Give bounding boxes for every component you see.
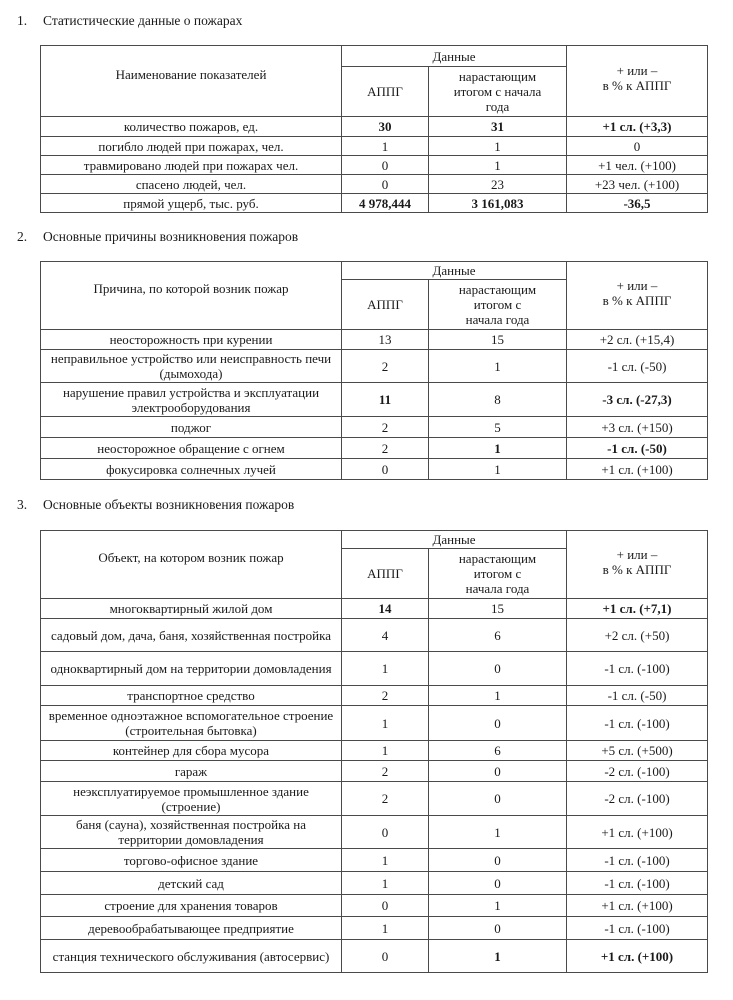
- table-row: [41, 706, 708, 741]
- table-row: [41, 940, 708, 973]
- section-1-heading: [17, 13, 242, 29]
- section-title: Статистические данные о пожарах: [43, 13, 243, 28]
- row-cumulative: 0: [429, 761, 567, 782]
- row-change: +2 сл. (+15,4): [567, 330, 708, 350]
- header-change-col: + или – в % к АППГ: [567, 531, 708, 599]
- row-cumulative: 1: [429, 816, 567, 849]
- row-name: поджог: [41, 417, 342, 438]
- row-cumulative: 1: [429, 350, 567, 383]
- row-change: +2 сл. (+50): [567, 619, 708, 652]
- row-change: +5 сл. (+500): [567, 741, 708, 761]
- row-appg: 2: [342, 761, 429, 782]
- row-name: фокусировка солнечных лучей: [41, 459, 342, 480]
- row-change: +23 чел. (+100): [567, 175, 708, 194]
- row-change: 0: [567, 137, 708, 156]
- table-header-row: [41, 46, 708, 67]
- row-change: +3 сл. (+150): [567, 417, 708, 438]
- table-row: [41, 438, 708, 459]
- row-appg: 2: [342, 686, 429, 706]
- table-row: [41, 782, 708, 816]
- table-row: [41, 619, 708, 652]
- table-row: [41, 137, 708, 156]
- header-appg: АППГ: [342, 280, 429, 330]
- row-cumulative: 31: [429, 117, 567, 137]
- row-cumulative: 1: [429, 895, 567, 917]
- row-name: многоквартирный жилой дом: [41, 599, 342, 619]
- row-appg: 14: [342, 599, 429, 619]
- row-appg: 13: [342, 330, 429, 350]
- row-cumulative: 6: [429, 619, 567, 652]
- row-name: погибло людей при пожарах, чел.: [41, 137, 342, 156]
- header-change-col: + или – в % к АППГ: [567, 262, 708, 330]
- fire-objects-table: [40, 530, 708, 973]
- row-name: баня (сауна), хозяйственная постройка на территории домовладения: [41, 816, 342, 849]
- row-change: -2 сл. (-100): [567, 761, 708, 782]
- row-appg: 0: [342, 459, 429, 480]
- row-cumulative: 0: [429, 782, 567, 816]
- table-row: [41, 350, 708, 383]
- section-title: Основные причины возникновения пожаров: [43, 229, 299, 244]
- table-row: [41, 194, 708, 213]
- header-data-group: Данные: [342, 531, 567, 549]
- row-appg: 1: [342, 741, 429, 761]
- row-name: деревообрабатывающее предприятие: [41, 917, 342, 940]
- row-cumulative: 8: [429, 383, 567, 417]
- row-cumulative: 1: [429, 459, 567, 480]
- row-name: контейнер для сбора мусора: [41, 741, 342, 761]
- row-change: -1 сл. (-50): [567, 438, 708, 459]
- row-change: -3 сл. (-27,3): [567, 383, 708, 417]
- table-row: [41, 383, 708, 417]
- row-name: садовый дом, дача, баня, хозяйственная постройка: [41, 619, 342, 652]
- table-row: [41, 686, 708, 706]
- row-appg: 1: [342, 849, 429, 872]
- row-change: -36,5: [567, 194, 708, 213]
- table-row: [41, 459, 708, 480]
- table-row: [41, 175, 708, 194]
- header-change-col: + или – в % к АППГ: [567, 46, 708, 117]
- table-row: [41, 330, 708, 350]
- row-cumulative: 1: [429, 686, 567, 706]
- row-cumulative: 1: [429, 438, 567, 459]
- row-change: +1 сл. (+100): [567, 895, 708, 917]
- row-name: торгово-офисное здание: [41, 849, 342, 872]
- row-change: +1 сл. (+100): [567, 940, 708, 973]
- fire-statistics-table: [40, 45, 708, 213]
- row-change: +1 сл. (+100): [567, 459, 708, 480]
- table-header-row: [41, 531, 708, 549]
- row-appg: 1: [342, 652, 429, 686]
- row-name: количество пожаров, ед.: [41, 117, 342, 137]
- row-name: неосторожное обращение с огнем: [41, 438, 342, 459]
- row-name: временное одноэтажное вспомогательное строение (строительная бытовка): [41, 706, 342, 741]
- section-3-heading: [17, 497, 294, 513]
- header-name-col: Причина, по которой возник пожар: [41, 262, 342, 330]
- row-appg: 0: [342, 816, 429, 849]
- row-cumulative: 3 161,083: [429, 194, 567, 213]
- row-change: -1 сл. (-50): [567, 350, 708, 383]
- header-cumulative: нарастающим итогом с начала года: [429, 67, 567, 117]
- table-row: [41, 417, 708, 438]
- row-name: спасено людей, чел.: [41, 175, 342, 194]
- table-row: [41, 895, 708, 917]
- table-row: [41, 741, 708, 761]
- row-name: неправильное устройство или неисправность печи (дымохода): [41, 350, 342, 383]
- row-change: -1 сл. (-100): [567, 706, 708, 741]
- row-appg: 2: [342, 782, 429, 816]
- header-cumulative: нарастающим итогом с начала года: [429, 280, 567, 330]
- header-cumulative: нарастающим итогом с начала года: [429, 549, 567, 599]
- table-row: [41, 816, 708, 849]
- table-row: [41, 872, 708, 895]
- row-appg: 0: [342, 156, 429, 175]
- row-appg: 1: [342, 872, 429, 895]
- section-2-heading: [17, 229, 298, 245]
- row-name: гараж: [41, 761, 342, 782]
- row-change: -1 сл. (-100): [567, 917, 708, 940]
- row-name: травмировано людей при пожарах чел.: [41, 156, 342, 175]
- row-cumulative: 23: [429, 175, 567, 194]
- row-cumulative: 5: [429, 417, 567, 438]
- row-name: транспортное средство: [41, 686, 342, 706]
- table-row: [41, 599, 708, 619]
- row-cumulative: 1: [429, 940, 567, 973]
- row-cumulative: 0: [429, 706, 567, 741]
- row-appg: 0: [342, 175, 429, 194]
- row-cumulative: 15: [429, 599, 567, 619]
- row-name: строение для хранения товаров: [41, 895, 342, 917]
- row-cumulative: 0: [429, 917, 567, 940]
- row-change: +1 сл. (+100): [567, 816, 708, 849]
- row-appg: 2: [342, 350, 429, 383]
- row-name: станция технического обслуживания (автосервис): [41, 940, 342, 973]
- row-change: -2 сл. (-100): [567, 782, 708, 816]
- section-number: 3.: [17, 497, 28, 512]
- row-name: прямой ущерб, тыс. руб.: [41, 194, 342, 213]
- row-change: -1 сл. (-100): [567, 849, 708, 872]
- row-name: нарушение правил устройства и эксплуатации электрооборудования: [41, 383, 342, 417]
- row-appg: 0: [342, 895, 429, 917]
- row-cumulative: 0: [429, 849, 567, 872]
- row-appg: 1: [342, 917, 429, 940]
- row-name: неосторожность при курении: [41, 330, 342, 350]
- section-number: 2.: [17, 229, 28, 244]
- row-change: +1 чел. (+100): [567, 156, 708, 175]
- section-number: 1.: [17, 13, 28, 28]
- header-data-group: Данные: [342, 262, 567, 280]
- row-cumulative: 0: [429, 652, 567, 686]
- table-row: [41, 156, 708, 175]
- table-row: [41, 849, 708, 872]
- row-change: -1 сл. (-50): [567, 686, 708, 706]
- row-appg: 1: [342, 137, 429, 156]
- row-cumulative: 0: [429, 872, 567, 895]
- table-row: [41, 117, 708, 137]
- row-name: детский сад: [41, 872, 342, 895]
- row-change: -1 сл. (-100): [567, 652, 708, 686]
- header-name-col: Объект, на котором возник пожар: [41, 531, 342, 599]
- table-header-row: [41, 262, 708, 280]
- row-appg: 4 978,444: [342, 194, 429, 213]
- row-cumulative: 15: [429, 330, 567, 350]
- fire-causes-table: [40, 261, 708, 480]
- table-row: [41, 761, 708, 782]
- row-name: неэксплуатируемое промышленное здание (строение): [41, 782, 342, 816]
- row-appg: 2: [342, 417, 429, 438]
- header-appg: АППГ: [342, 67, 429, 117]
- header-appg: АППГ: [342, 549, 429, 599]
- table-row: [41, 917, 708, 940]
- row-cumulative: 1: [429, 156, 567, 175]
- row-change: +1 сл. (+3,3): [567, 117, 708, 137]
- header-data-group: Данные: [342, 46, 567, 67]
- row-change: -1 сл. (-100): [567, 872, 708, 895]
- section-title: Основные объекты возникновения пожаров: [43, 497, 295, 512]
- row-cumulative: 1: [429, 137, 567, 156]
- row-appg: 2: [342, 438, 429, 459]
- row-appg: 30: [342, 117, 429, 137]
- row-name: одноквартирный дом на территории домовладения: [41, 652, 342, 686]
- header-name-col: Наименование показателей: [41, 46, 342, 117]
- row-appg: 11: [342, 383, 429, 417]
- row-appg: 4: [342, 619, 429, 652]
- row-change: +1 сл. (+7,1): [567, 599, 708, 619]
- table-row: [41, 652, 708, 686]
- row-appg: 0: [342, 940, 429, 973]
- row-cumulative: 6: [429, 741, 567, 761]
- row-appg: 1: [342, 706, 429, 741]
